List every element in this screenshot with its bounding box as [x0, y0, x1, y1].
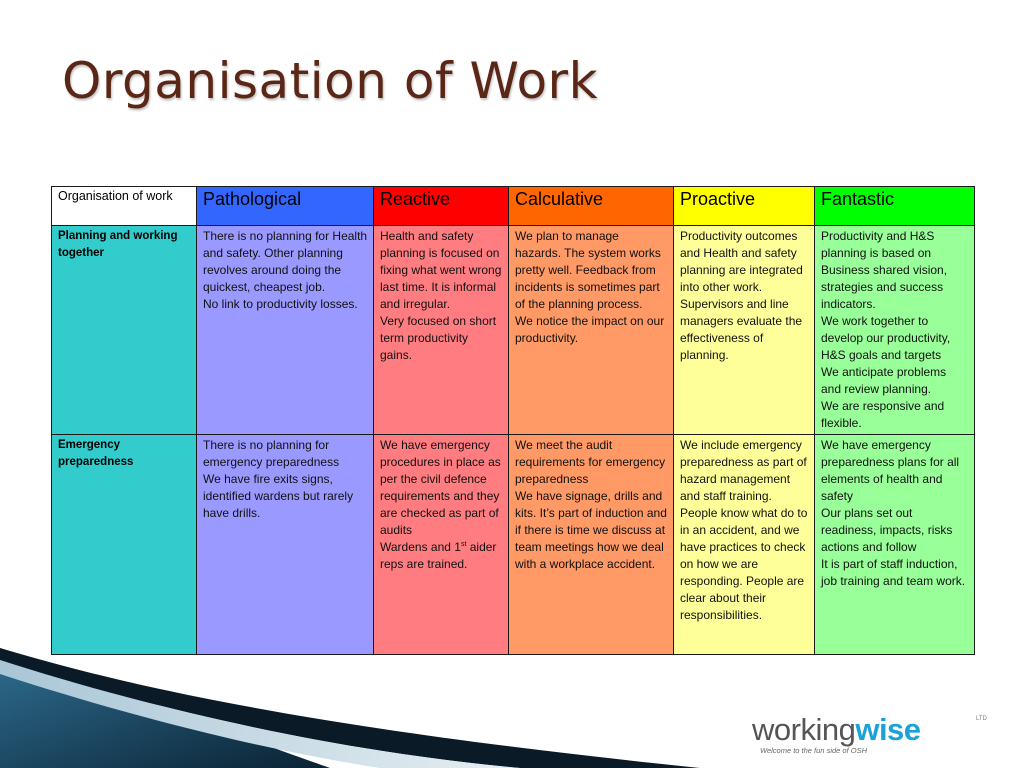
cell-emergency-fantastic: We have emergency preparedness plans for all elements of health and safety Our plans set out readiness, impacts, risks actions and follow It is part of staff induction, job training and team work. [815, 435, 975, 655]
cell-planning-fantastic: Productivity and H&S planning is based on Business shared vision, strategies and success indicators. We work together to develop our productivity, H&S goals and targets We anticipate problems and review planning. We are responsive and flexible. [815, 226, 975, 435]
cell-emergency-reactive-tail: aider reps are trained. [380, 540, 497, 571]
cell-emergency-pathological: There is no planning for emergency preparedness We have fire exits signs, identified wardens but rarely have drills. [197, 435, 374, 655]
cell-planning-reactive: Health and safety planning is focused on fixing what went wrong last time. It is informal and irregular. Very focused on short term productivity gains. [374, 226, 509, 435]
column-header-pathological: Pathological [197, 187, 374, 226]
culture-maturity-table [51, 186, 975, 655]
corner-label: Organisation of work [52, 187, 197, 226]
column-header-fantastic: Fantastic [815, 187, 975, 226]
row-label-planning: Planning and working together [52, 226, 197, 435]
slide-title: Organisation of Work [62, 52, 599, 110]
cell-emergency-proactive: We include emergency preparedness as part of hazard management and staff training. People know what do to in an accident, and we have practices to check on how we are responding. People are clear about their responsibilities. [674, 435, 815, 655]
cell-emergency-reactive-text: We have emergency procedures in place as per the civil defence requirements and they are checked as part of audits Wardens and 1 [380, 438, 501, 554]
culture-table-container [51, 186, 975, 655]
table-row [52, 226, 975, 435]
workingwise-logo [752, 712, 992, 764]
brand-ltd: LTD [976, 716, 987, 722]
cell-planning-proactive: Productivity outcomes and Health and safety planning are integrated into other work. Supervisors and line managers evaluate the effectiveness of planning. [674, 226, 815, 435]
cell-emergency-reactive [374, 435, 509, 655]
column-header-proactive: Proactive [674, 187, 815, 226]
column-header-calculative: Calculative [509, 187, 674, 226]
cell-planning-pathological: There is no planning for Health and safety. Other planning revolves around doing the quickest, cheapest job. No link to productivity losses. [197, 226, 374, 435]
column-header-reactive: Reactive [374, 187, 509, 226]
brand-word-wise: wise [855, 712, 921, 747]
superscript-st: st [460, 541, 467, 548]
table-row [52, 435, 975, 655]
cell-planning-calculative: We plan to manage hazards. The system works pretty well. Feedback from incidents is sometimes part of the planning process. We notice the impact on our productivity. [509, 226, 674, 435]
table-header-row [52, 187, 975, 226]
brand-tagline: Welcome to the fun side of OSH [760, 746, 867, 755]
brand-word-working: working [752, 712, 856, 747]
brand-wordmark [752, 712, 921, 748]
row-label-emergency: Emergency preparedness [52, 435, 197, 655]
decorative-swoosh [0, 630, 700, 768]
cell-emergency-calculative: We meet the audit requirements for emergency preparedness We have signage, drills and kits. It’s part of induction and if there is time we discuss at team meetings how we deal with a workplace accident. [509, 435, 674, 655]
